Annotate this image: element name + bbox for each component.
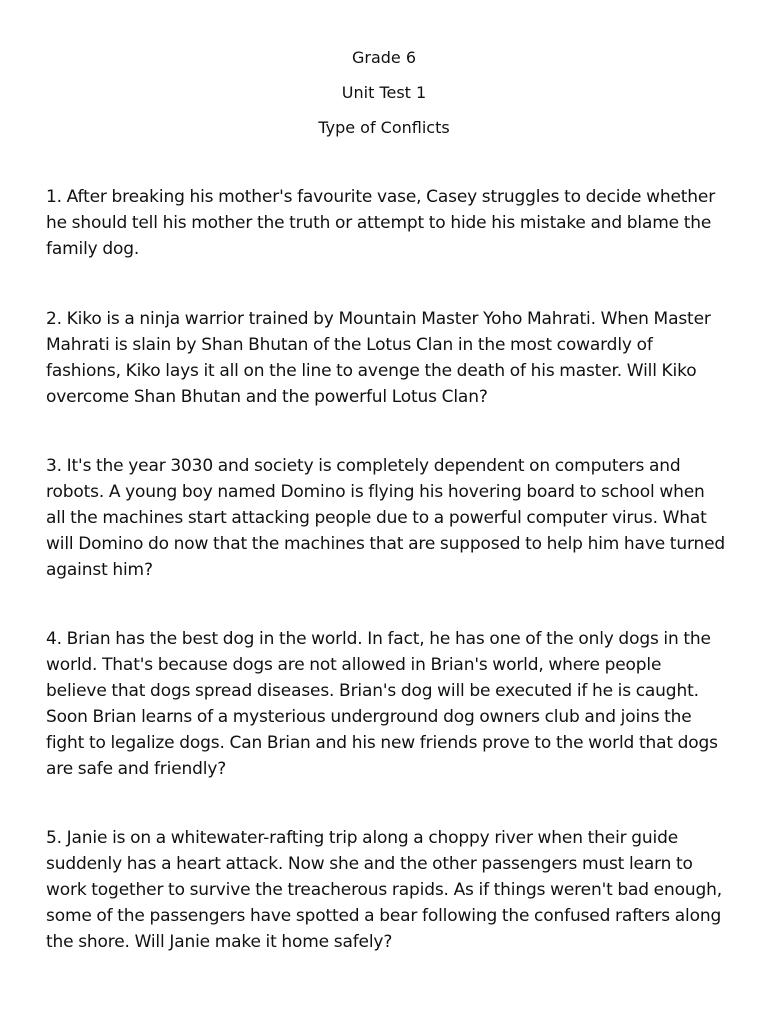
topic-heading: Type of Conflicts [318, 118, 450, 137]
question-5: 5. Janie is on a whitewater-rafting trip along a choppy river when their guide suddenly has a heart attack. Now she and the other passengers must learn to work together to survive the treacherous rapids. As if things weren't bad enough, some of the passengers have spotted a bear following the confused rafters along the shore. Will Janie make it home safely? [46, 828, 722, 952]
question-3: 3. It's the year 3030 and society is completely dependent on computers and robots. A young boy named Domino is flying his hovering board to school when all the machines start attacking people due to a powerful computer virus. What will Domino do now that the machines that are supposed to help him have turned against him? [46, 456, 726, 580]
question-4: 4. Brian has the best dog in the world. In fact, he has one of the only dogs in the world. That's because dogs are not allowed in Brian's world, where people believe that dogs spread diseases. Brian's dog will be executed if he is caught. Soon Brian learns of a mysterious underground dog owners club and joins the fight to legalize dogs. Can Brian and his new friends prove to the world that dogs are safe and friendly? [46, 629, 718, 779]
question-2: 2. Kiko is a ninja warrior trained by Mountain Master Yoho Mahrati. When Master Mahrati is slain by Shan Bhutan of the Lotus Clan in the most cowardly of fashions, Kiko lays it all on the line to avenge the death of his master. Will Kiko overcome Shan Bhutan and the powerful Lotus Clan? [46, 309, 711, 407]
grade-heading: Grade 6 [351, 48, 417, 67]
question-1: 1. After breaking his mother's favourite vase, Casey struggles to decide whether he should tell his mother the truth or attempt to hide his mistake and blame the family dog. [46, 187, 716, 259]
document-header [0, 40, 768, 145]
unit-heading: Unit Test 1 [341, 83, 427, 102]
